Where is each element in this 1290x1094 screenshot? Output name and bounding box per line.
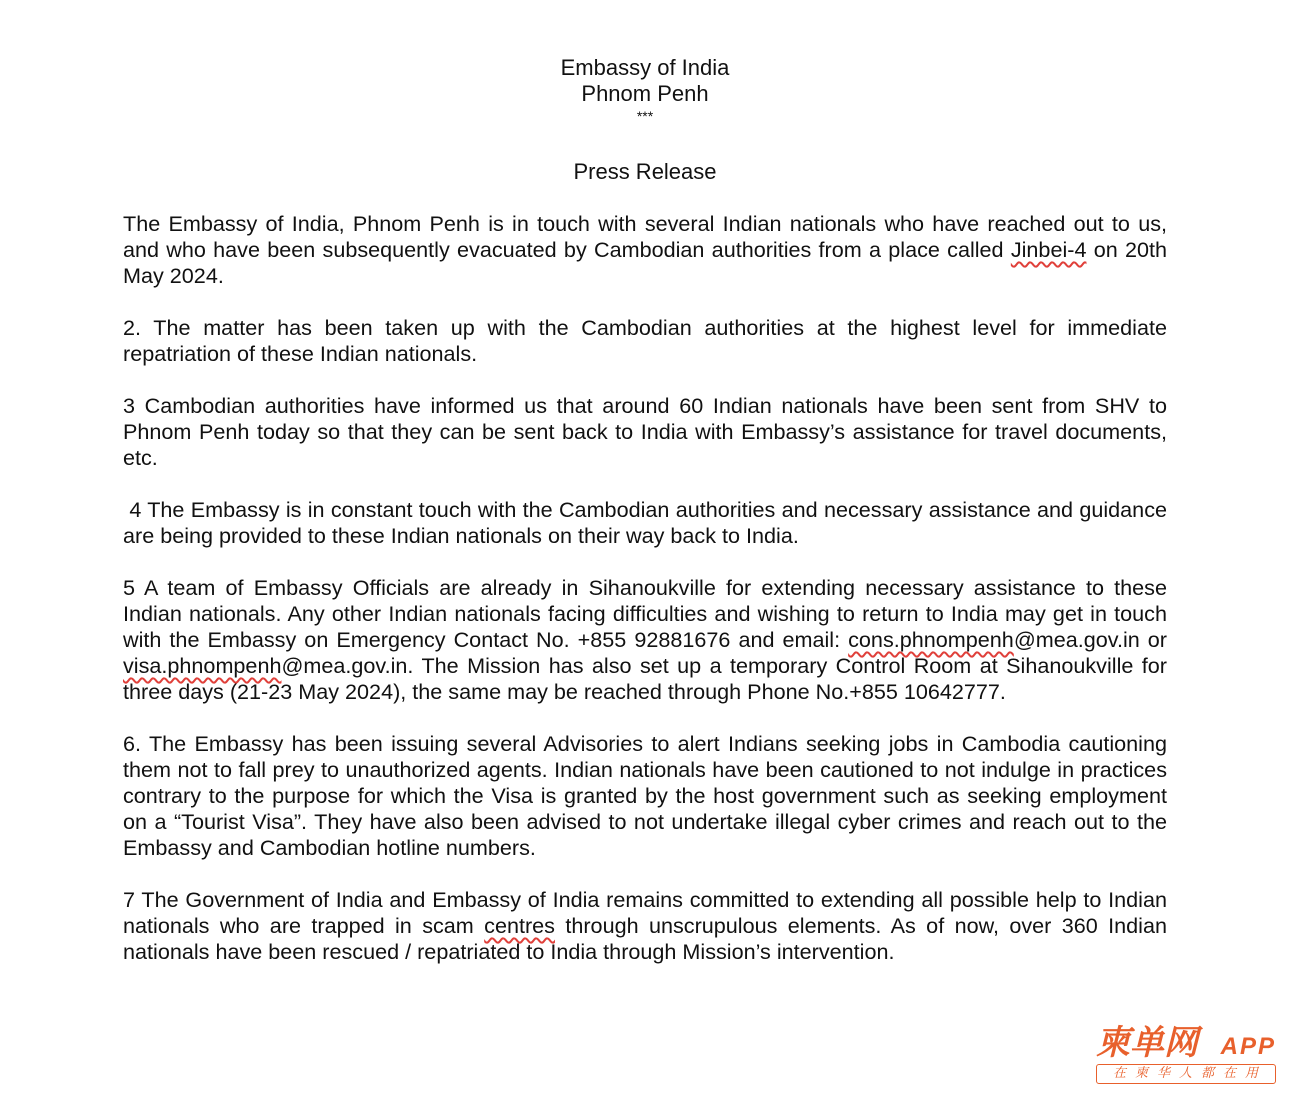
embassy-city: Phnom Penh	[581, 81, 709, 106]
watermark-brand	[1096, 1024, 1276, 1062]
letterhead	[0, 55, 1290, 123]
app-watermark-logo	[1096, 1024, 1276, 1084]
email-or: or	[1139, 627, 1167, 652]
paragraph-7-text-b: through unscrupulous elements. As of now, over 360 Indian nationals have been rescued / repatriated to India through Mission’s intervention.	[123, 913, 1167, 964]
email-cons-domain: @mea.gov.in	[1013, 627, 1140, 652]
email-visa-domain: @mea.gov.in	[281, 653, 408, 678]
email-visa-user: visa.phnompenh	[123, 653, 282, 678]
paragraph-1-text-a: The Embassy of India, Phnom Penh is in touch with several Indian nationals who have reached out to us, and who have been subsequently evacuated by Cambodian authorities from a place called	[123, 211, 1167, 262]
paragraph-6: 6. The Embassy has been issuing several Advisories to alert Indians seeking jobs in Cambodia cautioning them not to fall prey to unauthorized agents. Indian nationals have been cautioned to not indulge in practices contrary to the purpose for which the Visa is granted by the host government such as seeking employment on a “Tourist Visa”. They have also been advised to not undertake illegal cyber crimes and reach out to the Embassy and Cambodian hotline numbers.	[123, 731, 1167, 860]
watermark-app: APP	[1220, 1033, 1276, 1060]
paragraph-7-text-a: 7 The Government of India and Embassy of India remains committed to extending all possible help to Indian nationals who are trapped in scam	[123, 887, 1167, 938]
press-release-body	[123, 211, 1180, 991]
press-release-title: Press Release	[573, 159, 717, 184]
paragraph-2: 2. The matter has been taken up with the Cambodian authorities at the highest level for immediate repatriation of these Indian nationals.	[123, 315, 1167, 366]
email-cons-user: cons.phnompenh	[848, 627, 1014, 652]
paragraph-7	[123, 887, 1167, 965]
embassy-name: Embassy of India	[560, 55, 730, 80]
paragraph-5	[123, 575, 1167, 705]
paragraph-5-text-a: 5 A team of Embassy Officials are already in Sihanoukville for extending necessary assistance to these Indian nationals. Any other Indian nationals facing difficulties and wishing to return to India may get in touch with the Embassy on Emergency Contact No. +855 92881676 and email:	[123, 575, 1167, 652]
paragraph-5-text-b: . The Mission has also set up a temporary Control Room at Sihanoukville for three days (21-23 May 2024), the same may be reached through Phone No.+855 10642777.	[123, 653, 1167, 704]
separator-stars: ***	[636, 108, 654, 124]
word-centres: centres	[484, 913, 555, 938]
paragraph-4: 4 The Embassy is in constant touch with the Cambodian authorities and necessary assistance and guidance are being provided to these Indian nationals on their way back to India.	[123, 497, 1180, 548]
watermark-slogan: 在柬华人都在用	[1096, 1064, 1276, 1084]
paragraph-1	[123, 211, 1167, 289]
place-name: Jinbei-4	[1010, 237, 1087, 262]
watermark-name: 柬单网	[1096, 1023, 1198, 1063]
paragraph-3: 3 Cambodian authorities have informed us that around 60 Indian nationals have been sent from SHV to Phnom Penh today so that they can be sent back to India with Embassy’s assistance for travel documents, etc.	[123, 393, 1167, 470]
paragraph-1-text-b: on 20th May 2024.	[123, 237, 1168, 288]
